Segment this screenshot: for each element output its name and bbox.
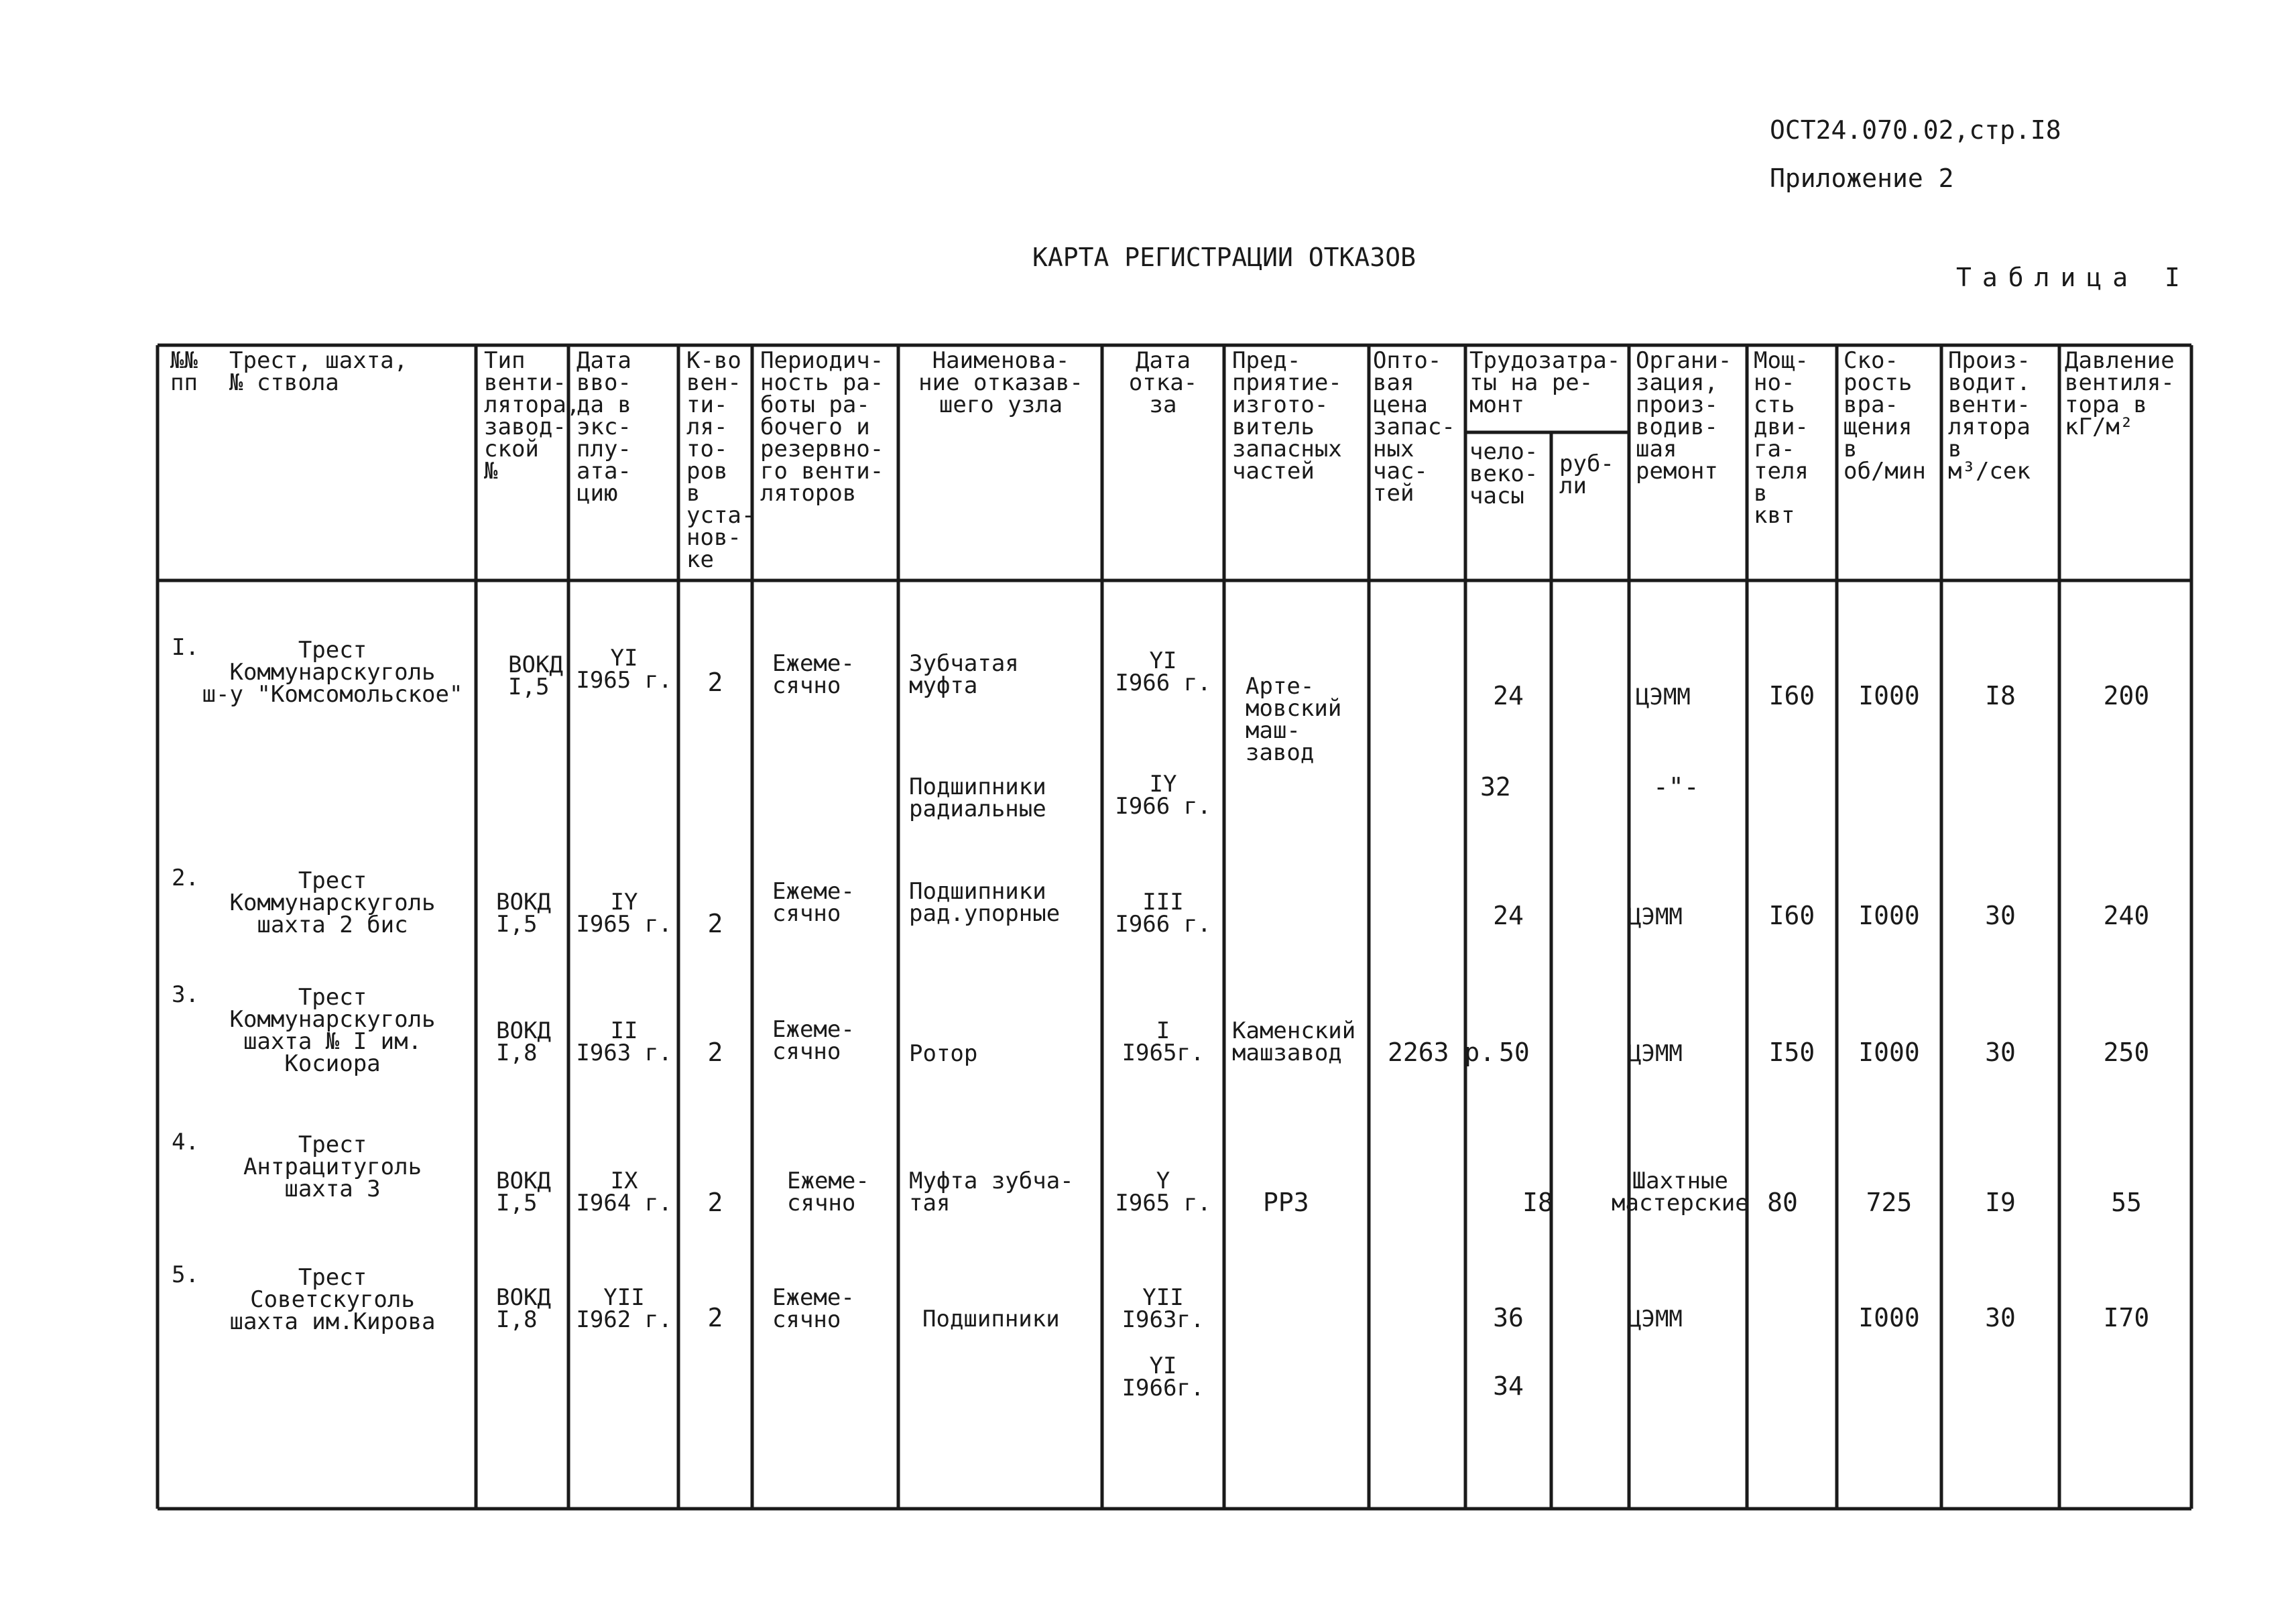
col-header-labor-hours: чело- веко- часы [1469,438,1538,509]
fan-pressure: I70 [2103,1303,2150,1332]
labor-hours: 36 [1493,1303,1524,1332]
rotation-speed: I000 [1858,681,1920,710]
trust-mine: Трест Коммунарскуголь шахта 2 бис [229,867,436,938]
commission-date: YI I965 г. [576,645,672,694]
table-label: Таблица I [1956,263,2191,292]
fan-pressure: 240 [2103,901,2150,930]
col-header-labor-rubles: руб- ли [1559,450,1614,499]
commission-date: IY I965 г. [576,889,672,938]
manufacturer: Арте- мовский маш- завод [1246,673,1342,766]
motor-power: I60 [1768,681,1815,710]
failed-unit: Подшипники радиальные [909,773,1046,822]
repair-org: ЦЭММ [1636,684,1691,710]
row-number: I. [172,634,199,661]
operating-period: Ежеме- сячно [772,1016,855,1065]
rotation-speed: I000 [1858,1038,1920,1067]
failure-date: III I966 г. [1115,889,1211,938]
fan-type: ВОКД I,5 [496,889,551,938]
fan-pressure: 55 [2111,1188,2142,1217]
col-header-repair-org: Органи- зация, произ- водив- шая ремонт [1636,347,1732,485]
col-header-operating-period: Периодич- ность ра- боты ра- бочего и резервно- го венти- ляторов [760,347,884,507]
operating-period: Ежеме- сячно [787,1168,869,1216]
failure-registration-table [156,343,2193,1511]
motor-power: 80 [1767,1188,1798,1217]
failure-date: I I965г. [1122,1017,1205,1066]
failure-date: YII I963г. [1122,1284,1205,1333]
fan-count: 2 [707,668,723,697]
failure-date: Y I965 г. [1115,1168,1211,1216]
col-header-wholesale-price: Опто- вая цена запас- ных час- тей [1373,347,1455,507]
fan-pressure: 250 [2103,1038,2150,1067]
fan-type: ВОКД I,8 [496,1017,551,1066]
col-header-fan-count: К-во вен- ти- ля- то- ров в уста- нов- ке [686,347,756,573]
labor-hours: 32 [1480,772,1511,802]
col-header-trust: Трест, шахта, № ствола [229,347,408,396]
fan-pressure: 200 [2103,681,2150,710]
repair-org: -"- [1653,772,1699,802]
fan-count: 2 [707,1188,723,1217]
repair-org: Шахтные мастерские [1612,1168,1749,1216]
fan-count: 2 [707,1303,723,1332]
fan-count: 2 [707,1038,723,1067]
fan-count: 2 [707,909,723,938]
rotation-speed: 725 [1866,1188,1913,1217]
col-header-labor: Трудозатра- ты на ре- монт [1469,347,1621,418]
manufacturer: РРЗ [1263,1188,1309,1217]
labor-hours: 34 [1493,1371,1524,1401]
trust-mine: Трест Коммунарскуголь шахта № I им. Косиора [229,984,436,1077]
operating-period: Ежеме- сячно [772,878,855,927]
fan-capacity: I9 [1985,1188,2016,1217]
fan-capacity: 30 [1985,1038,2016,1067]
col-header-fan-type: Тип венти- лятора, завод- ской № [484,347,581,485]
failure-date: YI I966г. [1122,1353,1205,1401]
trust-mine: Трест Коммунарскуголь ш-у "Комсомольское" [202,637,463,708]
trust-mine: Трест Советскуголь шахта им.Кирова [229,1264,436,1335]
col-header-motor-power: Мощ- но- сть дви- га- теля в квт [1754,347,1809,529]
fan-type: ВОКД I,5 [508,651,563,700]
col-header-manufacturer: Пред- приятие- изгото- витель запасных частей [1232,347,1342,485]
rotation-speed: I000 [1858,1303,1920,1332]
col-header-commission-date: Дата вво- да в экс- плу- ата- цию [577,347,631,507]
rotation-speed: I000 [1858,901,1920,930]
trust-mine: Трест Антрацитуголь шахта 3 [243,1131,422,1202]
failure-date: YI I966 г. [1115,647,1211,696]
repair-org: ЦЭММ [1628,1306,1683,1332]
operating-period: Ежеме- сячно [772,1284,855,1333]
wholesale-price: 2263 р. [1388,1038,1496,1067]
row-number: 2. [172,865,199,891]
row-number: 5. [172,1261,199,1288]
failed-unit: Муфта зубча- тая [909,1168,1074,1216]
labor-hours: 24 [1493,681,1524,710]
failed-unit: Подшипники рад.упорные [909,878,1061,927]
fan-capacity: 30 [1985,1303,2016,1332]
repair-org: ЦЭММ [1628,903,1683,930]
fan-capacity: I8 [1985,681,2016,710]
document-title: КАРТА РЕГИСТРАЦИИ ОТКАЗОВ [1032,243,1416,272]
motor-power: I50 [1768,1038,1815,1067]
col-header-number: №№ пп [170,347,198,396]
row-number: 3. [172,981,199,1008]
failed-unit: Ротор [909,1040,978,1067]
row-number: 4. [172,1129,199,1156]
labor-hours: I8 [1522,1188,1553,1217]
commission-date: IX I964 г. [576,1168,672,1216]
document-code: ОСТ24.070.02,стр.I8 [1770,115,2061,145]
col-header-fan-pressure: Давление вентиля- тора в кГ/м² [2065,347,2175,440]
motor-power: I60 [1768,901,1815,930]
operating-period: Ежеме- сячно [772,650,855,699]
fan-type: ВОКД I,5 [496,1168,551,1216]
failed-unit: Зубчатая муфта [909,650,1019,699]
fan-capacity: 30 [1985,901,2016,930]
repair-org: ЦЭММ [1628,1040,1683,1067]
failed-unit: Подшипники [922,1306,1060,1332]
manufacturer: Каменский машзавод [1232,1017,1356,1066]
col-header-fan-capacity: Произ- водит. венти- лятора в м³/сек [1948,347,2031,485]
commission-date: YII I962 г. [576,1284,672,1333]
labor-hours: 50 [1499,1038,1530,1067]
commission-date: II I963 г. [576,1017,672,1066]
col-header-failed-unit: Наименова- ние отказав- шего узла [918,347,1083,418]
appendix-label: Приложение 2 [1770,164,1954,193]
col-header-failure-date: Дата отка- за [1128,347,1198,418]
failure-date: IY I966 г. [1115,771,1211,820]
labor-hours: 24 [1493,901,1524,930]
col-header-rotation-speed: Ско- рость вра- щения в об/мин [1844,347,1926,485]
fan-type: ВОКД I,8 [496,1284,551,1333]
